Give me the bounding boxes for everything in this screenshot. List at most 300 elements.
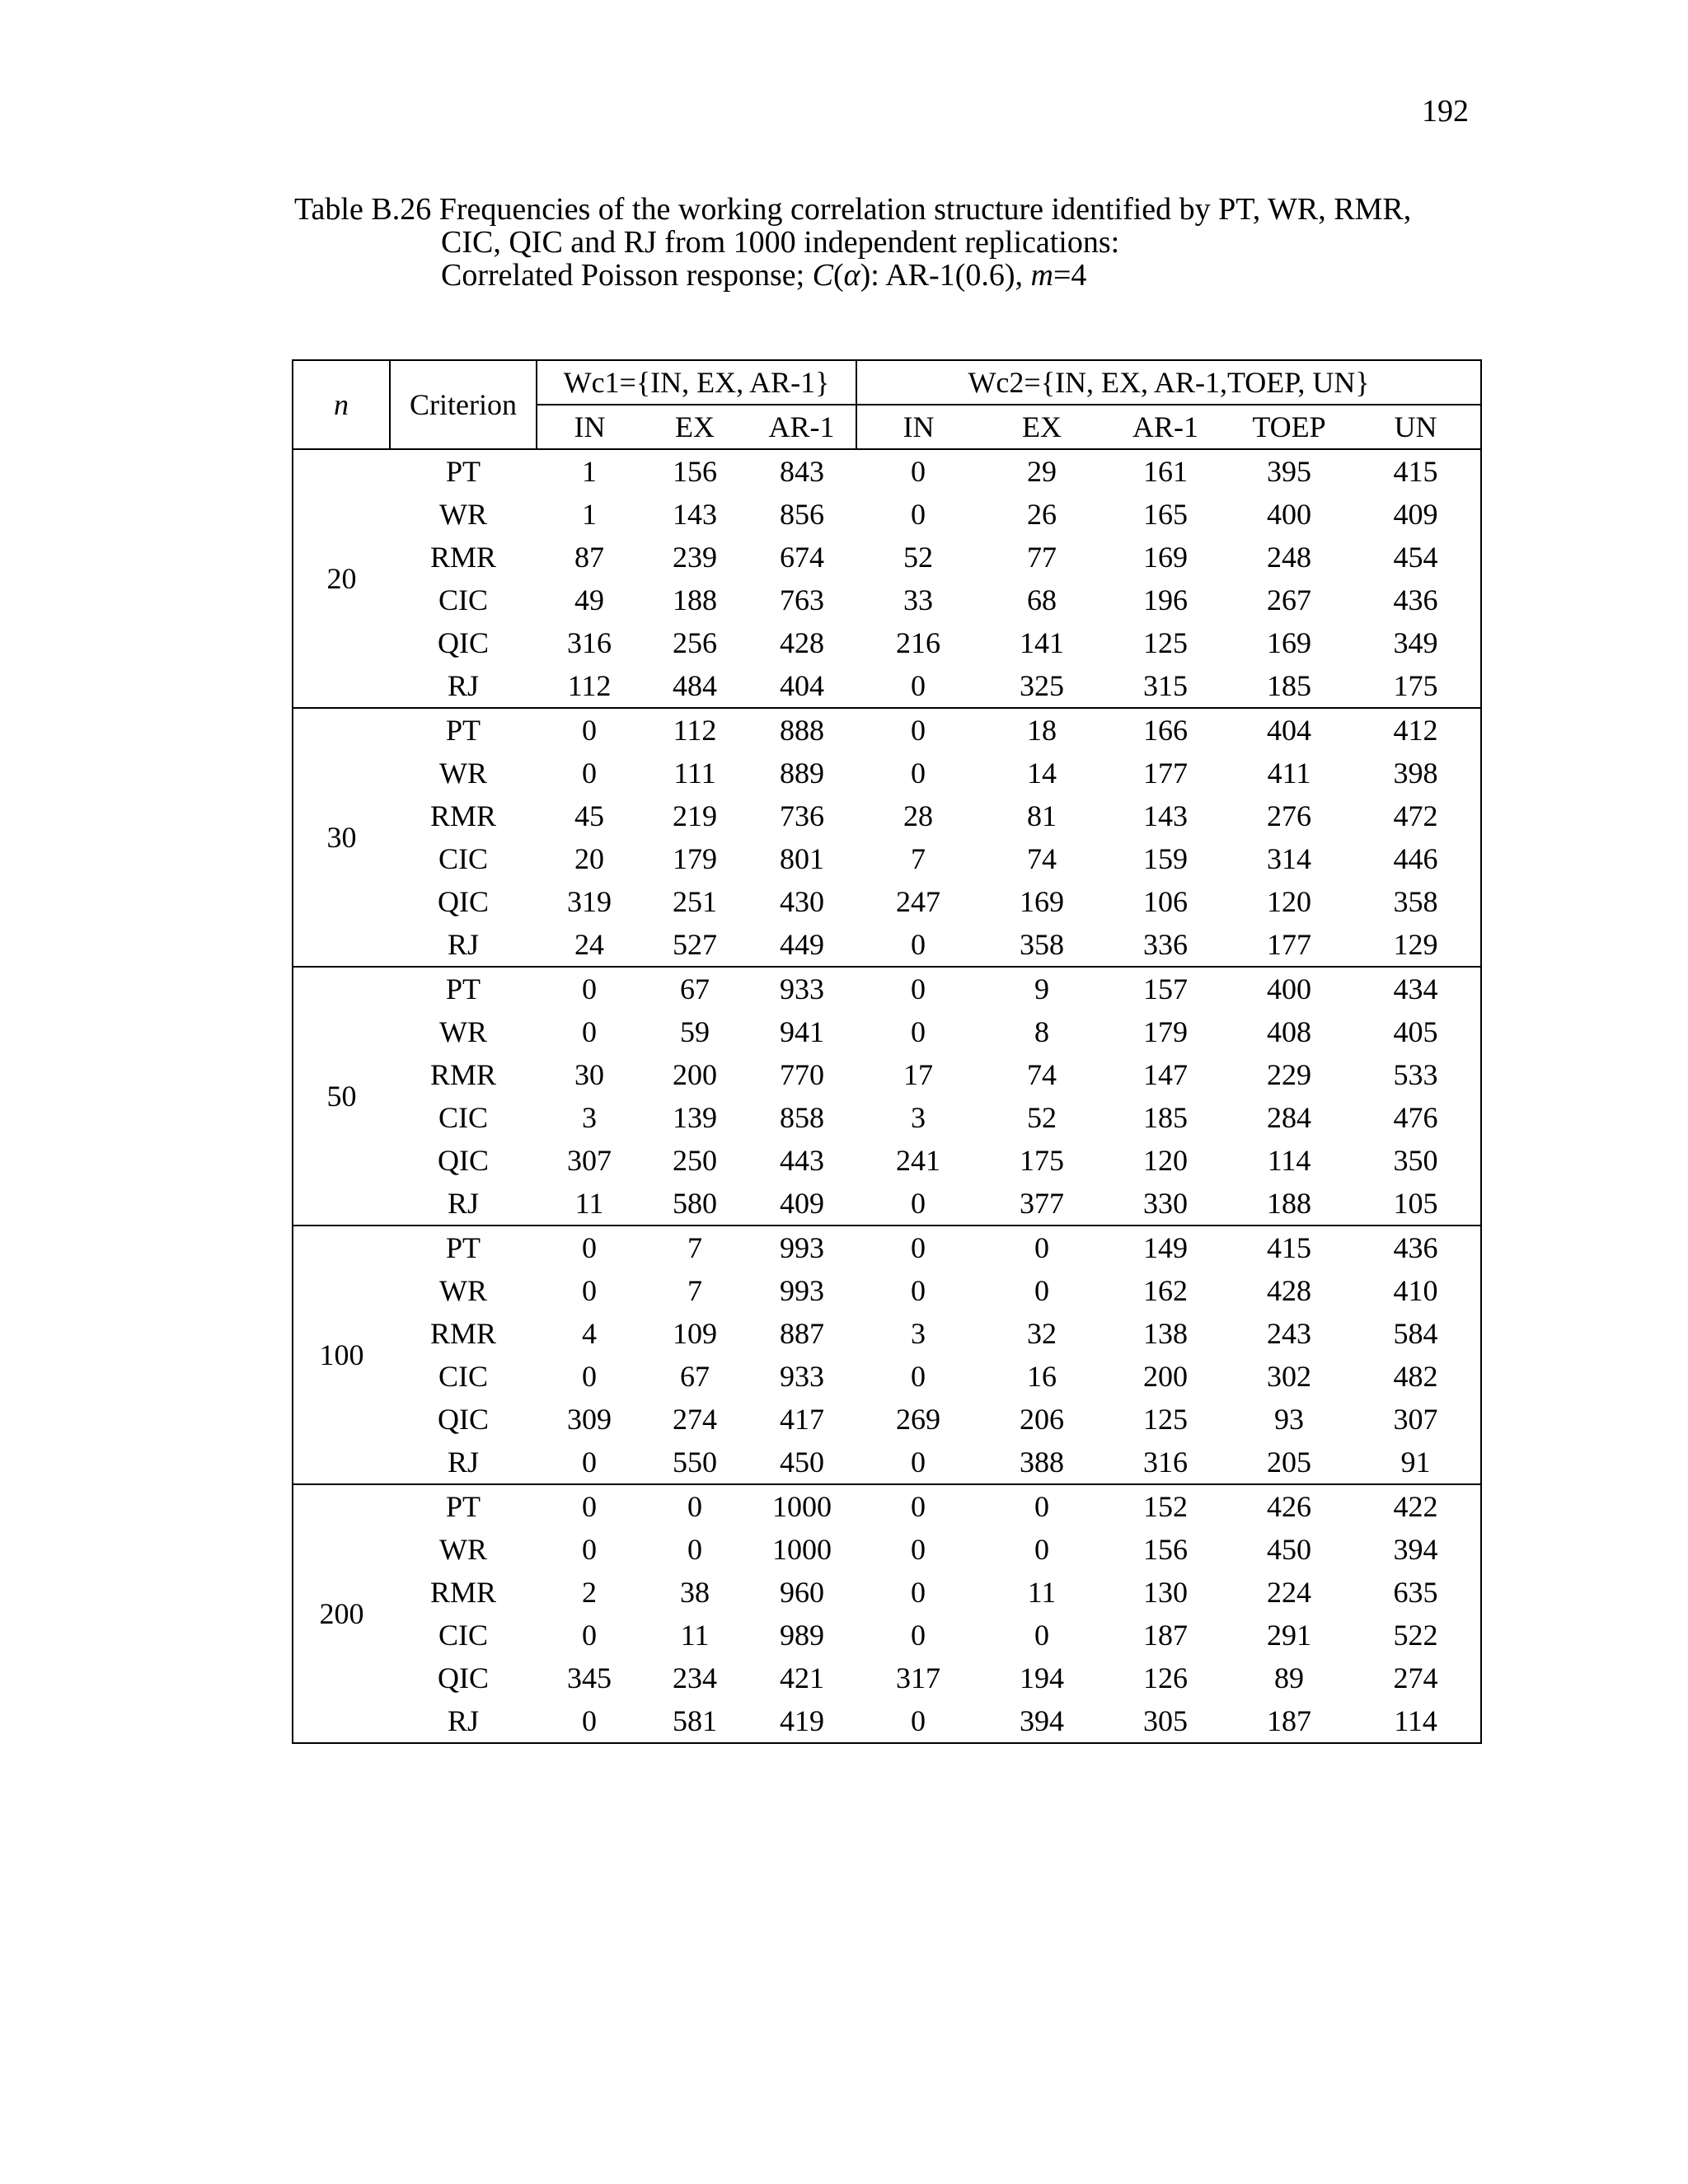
frequency-cell: 843	[780, 455, 824, 488]
frequency-cell: 166	[1104, 708, 1227, 752]
caption-line-2: CIC, QIC and RJ from 1000 independent replications:	[441, 225, 1120, 260]
frequency-cell: 111	[673, 757, 716, 790]
frequency-cell: 256	[673, 626, 717, 659]
frequency-cell: 17	[903, 1058, 934, 1091]
col-header-wc1-in: IN	[537, 405, 642, 449]
frequency-cell: 482	[1393, 1360, 1438, 1393]
frequency-cell: 933	[780, 1360, 824, 1393]
frequency-cell: 0	[582, 1274, 597, 1307]
frequency-cell: 0	[582, 1619, 597, 1652]
frequency-cell: 0	[537, 967, 642, 1010]
frequency-cell: 3	[582, 1101, 597, 1134]
caption-line-3-mid: ): AR-1(0.6),	[860, 258, 1031, 293]
frequency-cell: 0	[582, 1015, 597, 1048]
frequency-cell: 3	[911, 1101, 926, 1134]
table-row	[293, 708, 1481, 752]
criterion-cell: CIC	[438, 842, 488, 875]
col-header-wc2-toep: TOEP	[1227, 405, 1351, 449]
frequency-cell: 143	[673, 498, 717, 531]
frequency-cell: 888	[748, 708, 856, 752]
frequency-cell: 114	[1267, 1144, 1311, 1177]
frequency-cell: 74	[1027, 1058, 1057, 1091]
frequency-cell: 430	[780, 885, 824, 918]
frequency-cell: 205	[1267, 1446, 1312, 1479]
frequency-cell: 129	[1393, 928, 1438, 961]
wc2-group-header: Wc2={IN, EX, AR-1,TOEP, UN}	[968, 366, 1370, 399]
frequency-cell: 126	[1143, 1661, 1189, 1694]
criterion-cell: CIC	[438, 1101, 488, 1134]
table-row	[293, 1699, 1481, 1743]
frequency-cell: 161	[1143, 455, 1189, 488]
sample-size-cell: 200	[293, 1484, 390, 1743]
table-row	[293, 752, 1481, 794]
frequency-cell: 0	[980, 1484, 1104, 1528]
criterion-cell: RJ	[447, 1704, 480, 1737]
frequency-cell: 93	[1274, 1403, 1305, 1436]
col-header-wc2-ar1: AR-1	[1104, 405, 1227, 449]
frequency-cell: 454	[1393, 541, 1438, 574]
frequency-cell: 18	[980, 708, 1104, 752]
frequency-cell: 763	[780, 583, 824, 616]
frequency-cell: 0	[582, 757, 597, 790]
col-header-wc1-ar1: AR-1	[748, 405, 856, 449]
frequency-cell: 7	[687, 1274, 702, 1307]
frequency-cell: 105	[1393, 1187, 1438, 1220]
criterion-cell: RJ	[447, 1446, 480, 1479]
frequency-cell: 358	[1393, 885, 1438, 918]
frequency-cell: 0	[582, 1446, 597, 1479]
frequency-cell: 315	[1143, 669, 1189, 702]
frequency-cell: 330	[1143, 1187, 1189, 1220]
table-row	[293, 536, 1481, 579]
frequency-cell: 250	[673, 1144, 717, 1177]
frequency-cell: 0	[911, 1704, 926, 1737]
frequency-cell: 419	[780, 1704, 824, 1737]
frequency-cell: 33	[903, 583, 934, 616]
frequency-cell: 0	[687, 1533, 702, 1566]
frequency-cell: 24	[574, 928, 604, 961]
frequency-cell: 247	[896, 885, 941, 918]
frequency-cell: 450	[1267, 1533, 1312, 1566]
frequency-cell: 251	[673, 885, 717, 918]
frequency-cell: 1000	[748, 1484, 856, 1528]
criterion-cell: PT	[445, 455, 481, 488]
col-header-wc2-in: IN	[856, 405, 980, 449]
frequency-cell: 7	[642, 1226, 748, 1269]
frequency-cell: 194	[1020, 1661, 1065, 1694]
frequency-cell: 0	[1034, 1274, 1050, 1307]
frequency-cell: 417	[780, 1403, 824, 1436]
frequency-cell: 125	[1143, 626, 1189, 659]
frequency-cell: 49	[574, 583, 604, 616]
frequency-cell: 428	[1267, 1274, 1312, 1307]
frequency-cell: 0	[582, 1704, 597, 1737]
frequency-cell: 130	[1143, 1576, 1189, 1609]
frequency-cell: 68	[1027, 583, 1057, 616]
frequency-cell: 0	[911, 498, 926, 531]
frequency-cell: 125	[1143, 1403, 1189, 1436]
frequency-cell: 0	[911, 1619, 926, 1652]
wc1-group-header: Wc1={IN, EX, AR-1}	[537, 360, 856, 405]
frequency-cell: 0	[911, 928, 926, 961]
frequency-cell: 0	[856, 708, 980, 752]
frequency-cell: 185	[1267, 669, 1312, 702]
frequency-cell: 141	[1020, 626, 1065, 659]
frequency-cell: 29	[1027, 455, 1057, 488]
criterion-cell: CIC	[438, 1619, 488, 1652]
frequency-cell: 0	[856, 1484, 980, 1528]
frequency-cell: 109	[673, 1317, 717, 1350]
page-number: 192	[1422, 94, 1469, 129]
frequency-cell: 114	[1394, 1704, 1437, 1737]
table-row	[293, 880, 1481, 923]
criterion-column-header: Criterion	[390, 360, 537, 449]
frequency-cell: 522	[1393, 1619, 1438, 1652]
frequency-cell: 241	[896, 1144, 941, 1177]
table-row	[293, 493, 1481, 536]
frequency-cell: 412	[1351, 708, 1481, 752]
criterion-cell: RJ	[447, 669, 480, 702]
frequency-cell: 0	[642, 1484, 748, 1528]
frequency-cell: 200	[1143, 1360, 1189, 1393]
table-row	[293, 923, 1481, 967]
frequency-cell: 152	[1104, 1484, 1227, 1528]
frequency-cell: 156	[673, 455, 717, 488]
frequency-cell: 77	[1027, 541, 1057, 574]
table-row	[293, 1528, 1481, 1571]
frequency-cell: 0	[911, 1015, 926, 1048]
caption-line-3-prefix: Correlated Poisson response;	[441, 258, 813, 293]
table-row	[293, 1484, 1481, 1528]
frequency-cell: 216	[896, 626, 941, 659]
frequency-cell: 149	[1104, 1226, 1227, 1269]
frequency-cell: 0	[911, 1274, 926, 1307]
frequency-cell: 147	[1143, 1058, 1189, 1091]
criterion-cell: QIC	[438, 1403, 489, 1436]
frequency-cell: 269	[896, 1403, 941, 1436]
table-row	[293, 1312, 1481, 1355]
criterion-cell: PT	[390, 967, 537, 1010]
frequency-cell: 30	[574, 1058, 604, 1091]
frequency-cell: 89	[1274, 1661, 1305, 1694]
frequency-cell: 175	[1020, 1144, 1065, 1177]
frequency-cell: 446	[1393, 842, 1438, 875]
table-row	[293, 1010, 1481, 1053]
frequency-cell: 0	[582, 1360, 597, 1393]
frequency-cell: 156	[1143, 1533, 1189, 1566]
frequency-cell: 428	[780, 626, 824, 659]
table-row	[293, 1182, 1481, 1226]
frequency-cell: 0	[911, 1360, 926, 1393]
frequency-cell: 394	[1393, 1533, 1438, 1566]
criterion-cell: RMR	[429, 1576, 497, 1609]
frequency-cell: 26	[1027, 498, 1057, 531]
criterion-cell: RJ	[447, 928, 480, 961]
frequency-cell: 305	[1143, 1704, 1189, 1737]
frequency-cell: 243	[1267, 1317, 1312, 1350]
frequency-cell: 159	[1143, 842, 1189, 875]
frequency-cell: 436	[1393, 583, 1438, 616]
frequency-cell: 434	[1351, 967, 1481, 1010]
frequency-cell: 11	[574, 1187, 604, 1220]
frequency-cell: 581	[673, 1704, 717, 1737]
table-row	[293, 1657, 1481, 1699]
criterion-cell: RMR	[429, 1058, 497, 1091]
caption-line-3-suffix: =4	[1053, 258, 1087, 293]
frequency-cell: 20	[574, 842, 604, 875]
col-header-wc2-un: UN	[1351, 405, 1481, 449]
criterion-cell: QIC	[438, 885, 489, 918]
table-row	[293, 1226, 1481, 1269]
frequency-cell: 436	[1351, 1226, 1481, 1269]
frequency-cell: 0	[911, 1187, 926, 1220]
criterion-cell: QIC	[438, 1661, 489, 1694]
frequency-cell: 319	[567, 885, 612, 918]
frequency-cell: 179	[673, 842, 717, 875]
frequency-cell: 274	[673, 1403, 717, 1436]
frequency-cell: 179	[1143, 1015, 1189, 1048]
frequency-cell: 933	[748, 967, 856, 1010]
frequency-cell: 388	[1020, 1446, 1065, 1479]
frequency-cell: 284	[1267, 1101, 1312, 1134]
frequency-cell: 302	[1267, 1360, 1312, 1393]
frequency-cell: 404	[1227, 708, 1351, 752]
frequency-cell: 1	[582, 498, 597, 531]
frequency-cell: 112	[567, 669, 612, 702]
frequency-cell: 188	[1267, 1187, 1312, 1220]
sample-size-cell: 30	[293, 708, 390, 967]
table-row	[293, 621, 1481, 664]
frequency-cell: 316	[1143, 1446, 1189, 1479]
frequency-cell: 0	[911, 757, 926, 790]
frequency-cell: 350	[1393, 1144, 1438, 1177]
criterion-cell: PT	[390, 1484, 537, 1528]
criterion-cell: PT	[390, 708, 537, 752]
frequency-cell: 527	[673, 928, 717, 961]
col-header-wc1-ex: EX	[642, 405, 748, 449]
frequency-cell: 325	[1020, 669, 1065, 702]
frequency-cell: 291	[1267, 1619, 1312, 1652]
frequency-cell: 0	[911, 1576, 926, 1609]
frequency-cell: 120	[1143, 1144, 1189, 1177]
table-body	[293, 449, 1481, 1743]
frequency-cell: 45	[574, 799, 604, 832]
table-row	[293, 837, 1481, 880]
frequency-cell: 960	[780, 1576, 824, 1609]
frequency-cell: 410	[1393, 1274, 1438, 1307]
frequency-cell: 349	[1393, 626, 1438, 659]
frequency-cell: 450	[780, 1446, 824, 1479]
frequency-cell: 274	[1393, 1661, 1438, 1694]
frequency-cell: 887	[780, 1317, 824, 1350]
frequency-cell: 0	[856, 1226, 980, 1269]
frequency-cell: 162	[1143, 1274, 1189, 1307]
frequency-cell: 317	[896, 1661, 941, 1694]
criterion-cell: WR	[439, 498, 487, 531]
table-row	[293, 1139, 1481, 1182]
frequency-cell: 993	[748, 1226, 856, 1269]
frequency-cell: 422	[1351, 1484, 1481, 1528]
frequency-cell: 52	[1027, 1101, 1057, 1134]
sample-size-cell: 50	[293, 967, 390, 1226]
frequency-cell: 550	[673, 1446, 717, 1479]
frequency-cell: 405	[1393, 1015, 1438, 1048]
frequency-cell: 187	[1267, 1704, 1312, 1737]
criterion-cell: PT	[390, 1226, 537, 1269]
frequency-cell: 59	[680, 1015, 710, 1048]
caption-line-1: Table B.26 Frequencies of the working correlation structure identified by PT, WR, RMR,	[294, 192, 1412, 227]
frequency-cell: 175	[1393, 669, 1438, 702]
frequency-cell: 169	[1020, 885, 1065, 918]
frequency-cell: 0	[856, 967, 980, 1010]
frequency-cell: 177	[1267, 928, 1312, 961]
frequency-cell: 2	[582, 1576, 597, 1609]
table-row	[293, 1614, 1481, 1657]
criterion-cell: RMR	[429, 541, 497, 574]
criterion-cell: WR	[439, 1274, 487, 1307]
table-row	[293, 967, 1481, 1010]
frequency-cell: 0	[537, 1484, 642, 1528]
frequency-cell: 106	[1143, 885, 1189, 918]
frequency-cell: 411	[1267, 757, 1311, 790]
frequency-cell: 395	[1267, 455, 1312, 488]
frequency-cell: 858	[780, 1101, 824, 1134]
frequency-cell: 0	[582, 1533, 597, 1566]
criterion-cell: QIC	[438, 1144, 489, 1177]
frequency-cell: 112	[642, 708, 748, 752]
sample-size-cell: 100	[293, 1226, 390, 1484]
frequency-cell: 426	[1227, 1484, 1351, 1528]
frequency-cell: 404	[780, 669, 824, 702]
frequency-cell: 28	[903, 799, 934, 832]
frequency-cell: 801	[780, 842, 824, 875]
frequency-cell: 415	[1393, 455, 1438, 488]
frequency-cell: 0	[980, 1226, 1104, 1269]
sample-size-cell: 20	[326, 562, 357, 595]
table-row	[293, 1053, 1481, 1096]
frequency-cell: 67	[642, 967, 748, 1010]
frequency-cell: 267	[1267, 583, 1312, 616]
frequency-cell: 316	[567, 626, 612, 659]
frequency-cell: 67	[680, 1360, 710, 1393]
frequency-cell: 941	[780, 1015, 824, 1048]
frequency-cell: 580	[673, 1187, 717, 1220]
frequency-cell: 185	[1143, 1101, 1189, 1134]
frequency-cell: 358	[1020, 928, 1065, 961]
criterion-cell: WR	[439, 1015, 487, 1048]
frequency-cell: 0	[911, 1533, 926, 1566]
frequency-cell: 81	[1027, 799, 1057, 832]
criterion-cell: CIC	[438, 1360, 488, 1393]
criterion-cell: RMR	[429, 799, 497, 832]
frequency-cell: 4	[582, 1317, 597, 1350]
frequency-cell: 0	[911, 669, 926, 702]
table-row	[293, 794, 1481, 837]
frequency-cell: 400	[1267, 498, 1312, 531]
table-row	[293, 664, 1481, 708]
frequency-cell: 0	[911, 1446, 926, 1479]
frequency-cell: 169	[1267, 626, 1312, 659]
frequency-cell: 345	[567, 1661, 612, 1694]
table-row	[293, 1096, 1481, 1139]
frequency-cell: 314	[1267, 842, 1312, 875]
frequency-cell: 16	[1027, 1360, 1057, 1393]
caption-paren-open: (	[833, 258, 844, 293]
frequency-table	[292, 359, 1482, 1744]
criterion-cell: CIC	[438, 583, 488, 616]
table-row	[293, 449, 1481, 493]
table-row	[293, 1355, 1481, 1398]
frequency-cell: 472	[1393, 799, 1438, 832]
frequency-cell: 229	[1267, 1058, 1312, 1091]
criterion-cell: WR	[439, 1533, 487, 1566]
frequency-cell: 336	[1143, 928, 1189, 961]
frequency-cell: 421	[780, 1661, 824, 1694]
frequency-cell: 398	[1393, 757, 1438, 790]
criterion-cell: WR	[439, 757, 487, 790]
frequency-cell: 138	[1143, 1317, 1189, 1350]
frequency-cell: 165	[1143, 498, 1189, 531]
table-row	[293, 579, 1481, 621]
table-row	[293, 1269, 1481, 1312]
caption-line-3	[294, 259, 1489, 292]
frequency-cell: 0	[911, 455, 926, 488]
frequency-cell: 989	[780, 1619, 824, 1652]
frequency-cell: 188	[673, 583, 717, 616]
frequency-cell: 0	[1034, 1619, 1050, 1652]
frequency-cell: 52	[903, 541, 934, 574]
frequency-cell: 206	[1020, 1403, 1065, 1436]
frequency-cell: 11	[1027, 1576, 1057, 1609]
table-row	[293, 1571, 1481, 1614]
frequency-cell: 157	[1104, 967, 1227, 1010]
table-row	[293, 1441, 1481, 1484]
frequency-cell: 120	[1267, 885, 1312, 918]
n-column-header: n	[293, 360, 390, 449]
frequency-cell: 409	[1393, 498, 1438, 531]
frequency-cell: 0	[1034, 1533, 1050, 1566]
frequency-cell: 143	[1143, 799, 1189, 832]
frequency-cell: 307	[1393, 1403, 1438, 1436]
frequency-cell: 187	[1143, 1619, 1189, 1652]
caption-alpha-symbol: α	[843, 258, 860, 293]
frequency-cell: 8	[1034, 1015, 1050, 1048]
frequency-cell: 32	[1027, 1317, 1057, 1350]
frequency-cell: 248	[1267, 541, 1312, 574]
frequency-cell: 169	[1143, 541, 1189, 574]
frequency-cell: 0	[537, 708, 642, 752]
frequency-cell: 533	[1393, 1058, 1438, 1091]
frequency-cell: 674	[780, 541, 824, 574]
frequency-cell: 3	[911, 1317, 926, 1350]
frequency-cell: 276	[1267, 799, 1312, 832]
criterion-cell: RJ	[447, 1187, 480, 1220]
frequency-cell: 476	[1393, 1101, 1438, 1134]
frequency-cell: 219	[673, 799, 717, 832]
caption-c-symbol: C	[812, 258, 834, 293]
frequency-cell: 234	[673, 1661, 717, 1694]
col-header-wc2-ex: EX	[980, 405, 1104, 449]
frequency-cell: 484	[673, 669, 717, 702]
frequency-cell: 770	[780, 1058, 824, 1091]
frequency-cell: 0	[537, 1226, 642, 1269]
criterion-cell: RMR	[429, 1317, 497, 1350]
frequency-cell: 443	[780, 1144, 824, 1177]
frequency-cell: 394	[1020, 1704, 1065, 1737]
caption-m-symbol: m	[1030, 258, 1053, 293]
frequency-cell: 11	[680, 1619, 710, 1652]
frequency-cell: 415	[1227, 1226, 1351, 1269]
